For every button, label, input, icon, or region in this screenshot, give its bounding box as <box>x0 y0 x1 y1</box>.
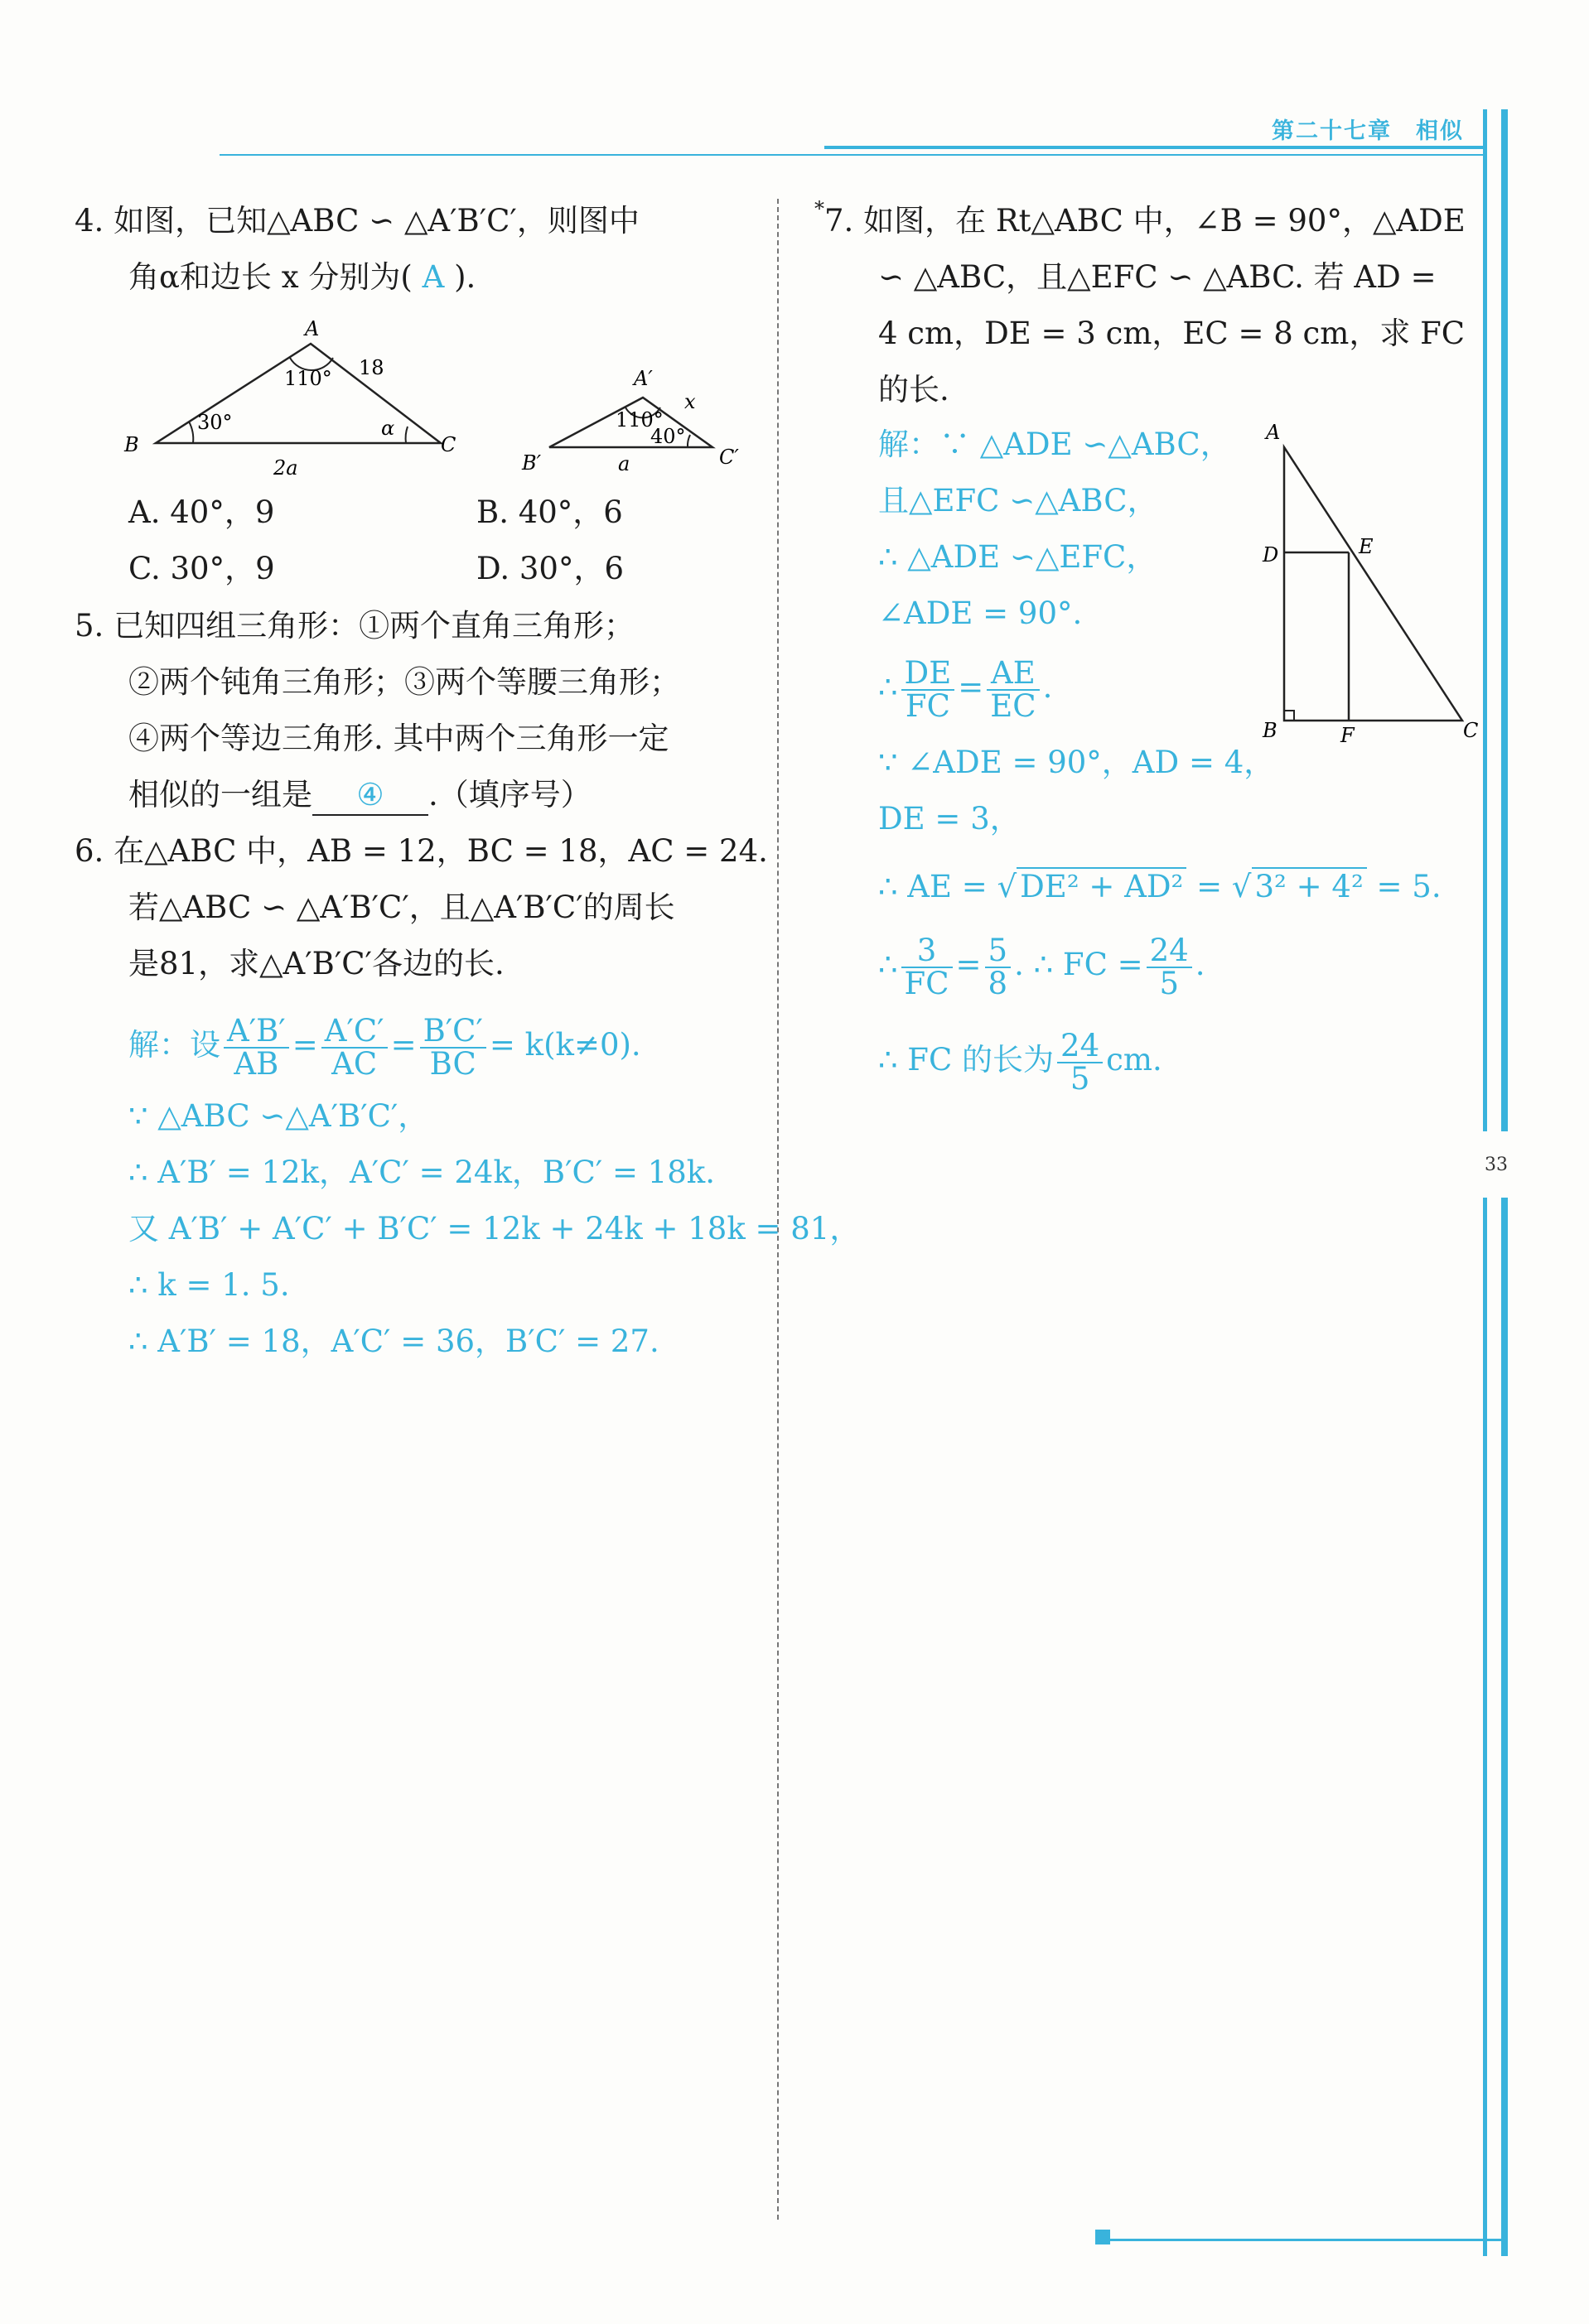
fig7-label-d: D <box>1263 543 1279 567</box>
q7-s9-frac2-num: 5 <box>985 935 1012 968</box>
q4-option-a: A. 40°，9 <box>128 494 275 530</box>
header-rule-thick <box>824 146 1487 149</box>
page-number: 33 <box>1485 1155 1508 1175</box>
q6-sol-post: = k(k≠0). <box>489 1027 641 1063</box>
q6-frac2-num: A′C′ <box>321 1015 388 1049</box>
q7-solution-line6: ∵ ∠ADE = 90°，AD = 4， <box>878 745 1275 780</box>
q6-solution-line1: 解：设 $\frac{A'B'}{AB}$ = $\frac{A'C'}{AC}$ = $\frac{B'C'}{BC}$ = k(k≠0). <box>128 1012 641 1082</box>
fig2-label-a: A′ <box>634 367 653 390</box>
q7-s5-frac1 <box>901 654 955 724</box>
q6-frac1 <box>224 1012 289 1082</box>
fig1-angle-b: 30° <box>197 411 233 434</box>
q6-frac3-den: BC <box>429 1045 476 1082</box>
angle-c1-arc <box>688 435 690 447</box>
q7-s10-pre: ∴ FC 的长为 <box>878 1042 1055 1078</box>
fig7-label-c: C <box>1463 719 1479 742</box>
q6-frac1-num: A′B′ <box>224 1015 289 1049</box>
q6-frac2-den: AC <box>331 1045 378 1082</box>
right-angle-mark <box>1284 711 1294 721</box>
q7-solution-line5: ∴ $\frac{DE}{FC}$ = $\frac{AE}{EC}$ . <box>878 654 1053 724</box>
q7-solution-line10 <box>878 1027 1162 1095</box>
q7-s9-frac1-num: 3 <box>901 935 953 968</box>
q7-s9-frac1 <box>901 932 953 1001</box>
q7-s10-frac-den: 5 <box>1070 1060 1090 1097</box>
q4-figure <box>116 311 779 489</box>
q5-line2: ②两个钝角三角形；③两个等腰三角形； <box>128 664 680 700</box>
q5-line3: ④两个等边三角形. 其中两个三角形一定 <box>128 721 669 756</box>
fig1-side-18: 18 <box>359 356 384 379</box>
q5-line4 <box>128 776 592 816</box>
q7-s5-frac2-num: AE <box>987 658 1039 691</box>
q4-option-c: C. 30°，9 <box>128 551 275 586</box>
q7-s5-frac1-den: FC <box>905 687 950 724</box>
q7-s8-post: = 5. <box>1366 869 1442 904</box>
q7-solution-line9: ∴ $\frac{3}{FC}$ = $\frac{5}{8}$ . ∴ FC = $\frac{24}{5}$ . <box>878 932 1205 1001</box>
q6-frac3 <box>420 1012 486 1082</box>
q7-line3: 4 cm，DE = 3 cm，EC = 8 cm，求 FC <box>878 316 1466 351</box>
q7-s5-pre: ∴ <box>878 669 898 705</box>
fig7-label-a: A <box>1266 421 1281 444</box>
q5-answer-blank <box>312 776 428 816</box>
fig7-label-e: E <box>1359 535 1374 558</box>
q6-solution-line3: ∴ A′B′ = 12k，A′C′ = 24k，B′C′ = 18k. <box>128 1155 715 1190</box>
q7-s8-sqrt2: 3² + 4² <box>1252 867 1367 904</box>
q7-s9-frac3-den: 5 <box>1159 965 1179 1001</box>
q7-s5-frac2 <box>987 654 1039 724</box>
fig1-label-b: B <box>124 433 139 456</box>
q7-s9-mid: . ∴ FC = <box>1014 947 1143 982</box>
fig2-angle-c: 40° <box>650 425 686 448</box>
column-divider <box>777 199 779 2220</box>
q7-s10-frac <box>1057 1027 1103 1097</box>
q6-frac1-den: AB <box>234 1045 279 1082</box>
footer-rule <box>1110 2239 1508 2241</box>
q4-line2 <box>128 258 476 297</box>
fig7-label-f: F <box>1340 724 1355 747</box>
angle-c-arc <box>406 427 408 443</box>
q6-solution-line4: 又 A′B′ + A′C′ + B′C′ = 12k + 24k + 18k = 81， <box>128 1211 861 1246</box>
q4-answer: A <box>422 259 445 295</box>
q6-solution-line2: ∵ △ABC ∽△A′B′C′， <box>128 1098 429 1134</box>
fig1-label-c: C <box>441 433 456 456</box>
fig1-angle-a: 110° <box>284 367 332 390</box>
q7-figure <box>1251 414 1483 762</box>
q4-option-b: B. 40°，6 <box>476 494 623 530</box>
q7-s9-frac2-den: 8 <box>988 965 1008 1001</box>
chapter-title: 第二十七章 相似 <box>1272 118 1464 144</box>
q7-s9-frac2 <box>985 932 1012 1001</box>
q7-solution-line8: ∴ AE = √ DE² + AD² = √ 3² + 4² = 5. <box>878 869 1442 904</box>
q7-s8-pre: ∴ AE = <box>878 869 997 904</box>
footer-square <box>1095 2230 1110 2244</box>
q7-s10-frac-num: 24 <box>1057 1030 1103 1063</box>
q7-s8-mid: = <box>1186 869 1232 904</box>
q4-line2-post: ). <box>454 259 476 295</box>
q7-s9-frac1-den: FC <box>904 965 949 1001</box>
q7-solution-line7: DE = 3， <box>878 801 1021 837</box>
q4-line2-pre: 角α和边长 x 分别为( <box>128 259 413 295</box>
fig2-label-b: B′ <box>522 451 542 475</box>
q6-solution-line6: ∴ A′B′ = 18，A′C′ = 36，B′C′ = 27. <box>128 1324 659 1359</box>
q7-s5-frac2-den: EC <box>990 687 1036 724</box>
q6-frac3-num: B′C′ <box>420 1015 486 1049</box>
q7-line1: 7. 如图，在 Rt△ABC 中，∠B = 90°，△ADE <box>824 203 1466 239</box>
fig2-base: a <box>618 452 630 475</box>
q7-s9-frac3-num: 24 <box>1147 935 1192 968</box>
q5-line4-pre: 相似的一组是 <box>128 777 312 812</box>
q7-line4: 的长. <box>878 372 949 407</box>
q4-line1: 4. 如图，已知△ABC ∽ △A′B′C′，则图中 <box>75 203 640 239</box>
q7-solution-line4: ∠ADE = 90°. <box>878 595 1083 631</box>
angle-b-arc <box>189 422 193 443</box>
q7-s9-frac3 <box>1147 932 1192 1001</box>
q7-line2: ∽ △ABC，且△EFC ∽ △ABC. 若 AD = <box>878 259 1437 295</box>
q6-line1: 6. 在△ABC 中，AB = 12，BC = 18，AC = 24. <box>75 833 768 869</box>
fig1-label-a: A <box>305 317 320 340</box>
fig7-label-b: B <box>1263 719 1277 742</box>
q6-sol-pre: 解：设 <box>128 1027 220 1063</box>
q5-answer: ④ <box>356 777 384 812</box>
q7-s9-post: . <box>1195 947 1205 982</box>
fig1-base: 2a <box>273 456 298 480</box>
q7-s10-post: cm. <box>1106 1042 1162 1078</box>
q7-solution-line2: 且△EFC ∽△ABC， <box>878 483 1158 518</box>
q6-solution-line5: ∴ k = 1. 5. <box>128 1267 290 1303</box>
q6-frac2 <box>321 1012 388 1082</box>
fig2-angle-a: 110° <box>616 408 664 432</box>
q6-line2: 若△ABC ∽ △A′B′C′，且△A′B′C′的周长 <box>128 890 675 925</box>
q5-line4-post: .（填序号） <box>428 777 592 812</box>
q7-solution-line3: ∴ △ADE ∽△EFC， <box>878 539 1157 575</box>
triangle-abc-right <box>1284 447 1462 721</box>
q7-star: * <box>814 197 824 220</box>
q7-solution-line1: 解：∵ △ADE ∽△ABC， <box>878 427 1231 462</box>
fig1-alpha: α <box>381 417 395 440</box>
q5-line1: 5. 已知四组三角形：①两个直角三角形； <box>75 608 635 644</box>
q4-option-d: D. 30°，6 <box>476 551 624 586</box>
q7-s8-sqrt1: DE² + AD² <box>1017 867 1186 904</box>
header-rule <box>220 154 1487 156</box>
fig2-x: x <box>684 390 696 413</box>
q7-s5-frac1-num: DE <box>901 658 955 691</box>
q7-s9-pre: ∴ <box>878 947 898 982</box>
q7-s5-post: . <box>1042 669 1053 705</box>
fig2-label-c: C′ <box>719 446 739 469</box>
q6-line3: 是81，求△A′B′C′各边的长. <box>128 946 505 981</box>
